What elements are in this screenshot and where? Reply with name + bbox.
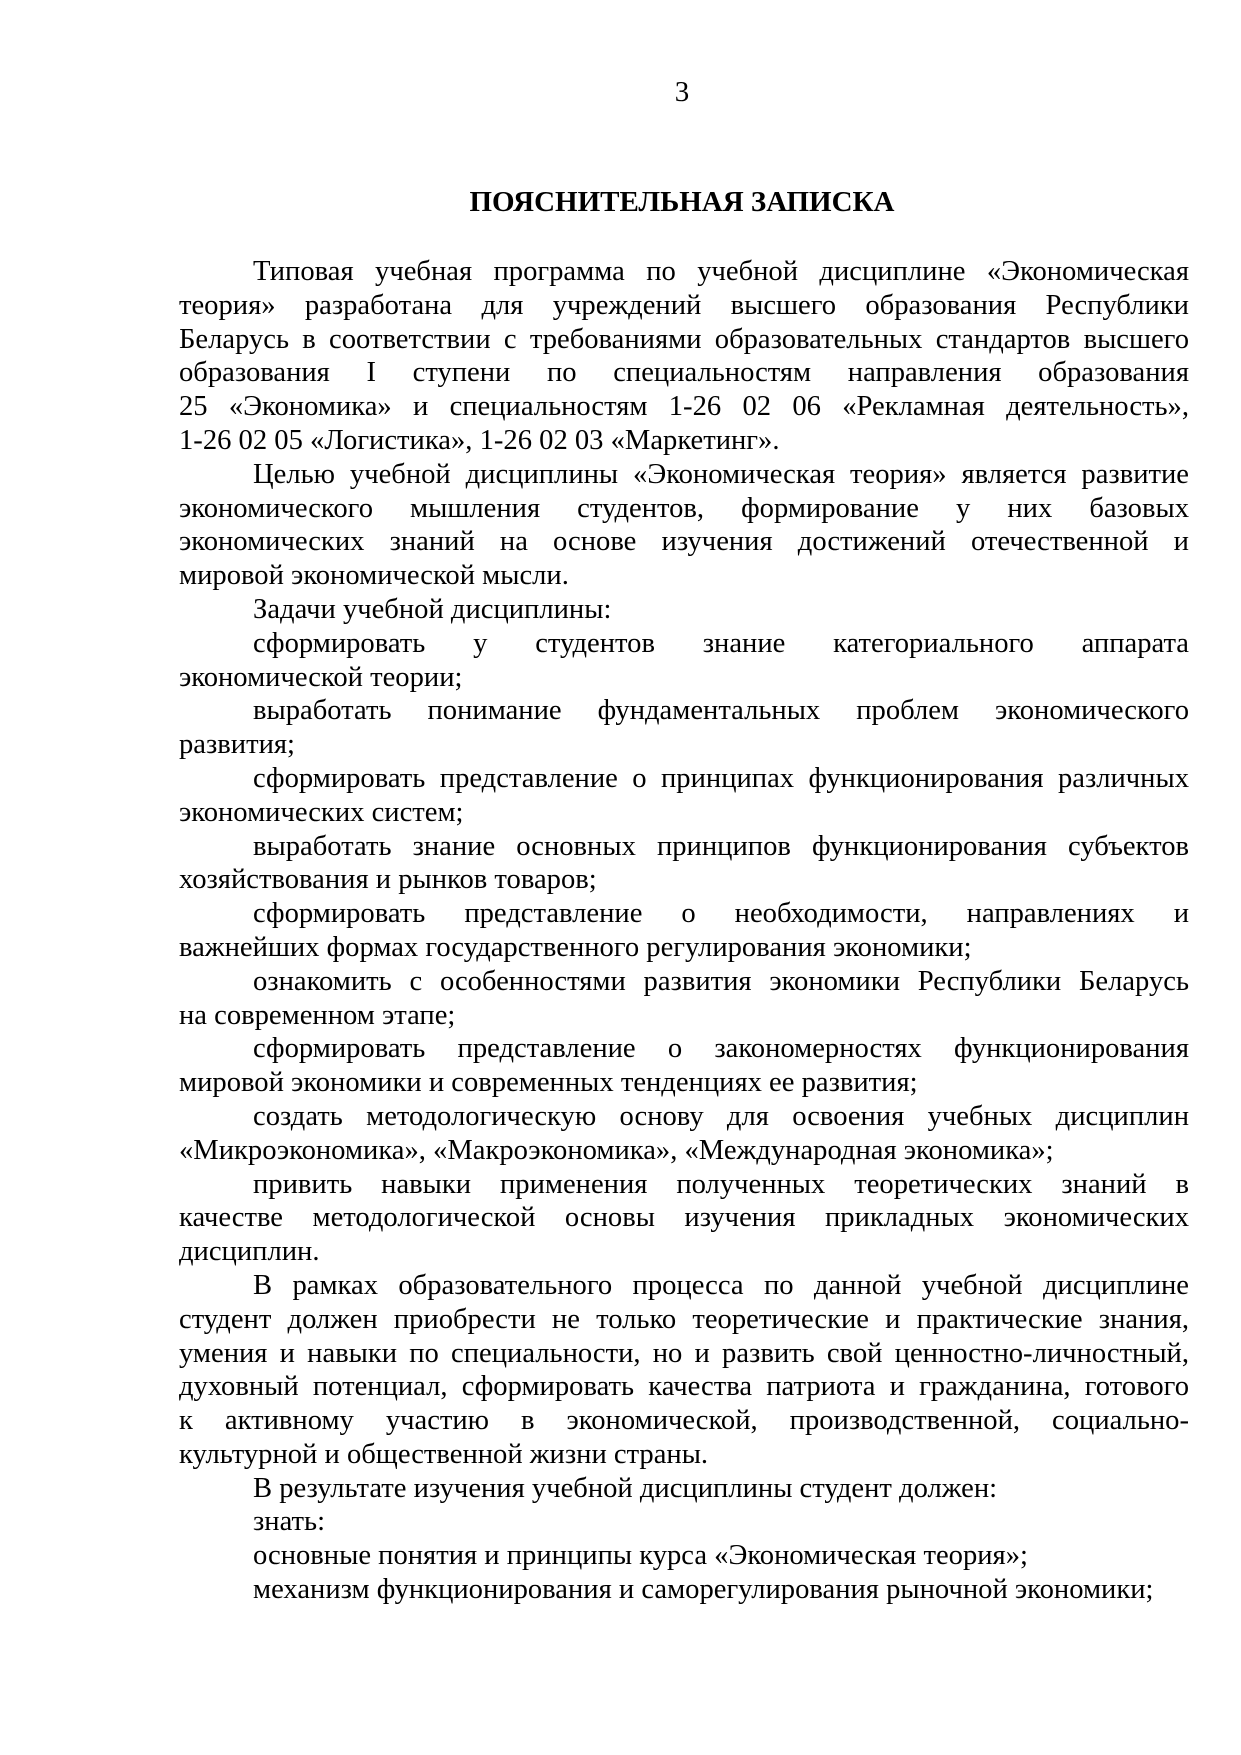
text-line: 25 «Экономика» и специальностям 1-26 02 06 «Рекламная деятельность», [179, 391, 1189, 423]
text-line: теория» разработана для учреждений высшего образования Республики [179, 289, 1189, 321]
text-line: выработать знание основных принципов функционирования субъектов [253, 830, 1189, 862]
text-line: механизм функционирования и саморегулирования рыночной экономики; [253, 1574, 1154, 1606]
text-line: образования I ступени по специальностям направления образования [179, 357, 1189, 389]
text-line: знать: [253, 1506, 326, 1538]
text-line: дисциплин. [179, 1236, 320, 1268]
text-line: сформировать представление о принципах функционирования различных [253, 762, 1189, 794]
text-line: основные понятия и принципы курса «Экономическая теория»; [253, 1540, 1028, 1572]
text-line: экономических знаний на основе изучения достижений отечественной и [179, 526, 1189, 558]
text-line: развития; [179, 729, 295, 761]
document-body [179, 255, 1189, 1607]
text-line: сформировать представление о закономерностях функционирования [253, 1033, 1189, 1065]
text-line: Задачи учебной дисциплины: [253, 593, 612, 625]
text-line: мировой экономики и современных тенденциях ее развития; [179, 1067, 918, 1099]
document-title: ПОЯСНИТЕЛЬНАЯ ЗАПИСКА [469, 186, 895, 218]
text-line: Типовая учебная программа по учебной дисциплине «Экономическая [253, 256, 1189, 287]
page-number: 3 [674, 76, 690, 108]
text-line: экономического мышления студентов, формирование у них базовых [179, 492, 1189, 524]
text-line: В результате изучения учебной дисциплины студент должен: [253, 1472, 998, 1504]
text-line: экономических систем; [179, 796, 464, 828]
text-line: выработать понимание фундаментальных проблем экономического [253, 695, 1189, 727]
text-line: сформировать у студентов знание категориального аппарата [253, 627, 1189, 659]
text-line: умения и навыки по специальности, но и развить свой ценностно-личностный, [179, 1337, 1189, 1369]
text-line: на современном этапе; [179, 999, 456, 1031]
text-line: экономической теории; [179, 661, 463, 693]
text-line: качестве методологической основы изучения прикладных экономических [179, 1202, 1189, 1234]
text-line: привить навыки применения полученных теоретических знаний в [253, 1168, 1189, 1200]
text-line: культурной и общественной жизни страны. [179, 1438, 709, 1470]
text-line: В рамках образовательного процесса по данной учебной дисциплине [253, 1269, 1189, 1301]
text-line: Беларусь в соответствии с требованиями образовательных стандартов высшего [179, 323, 1189, 355]
text-line: 1-26 02 05 «Логистика», 1-26 02 03 «Маркетинг». [179, 424, 780, 456]
text-line: духовный потенциал, сформировать качества патриота и гражданина, готового [179, 1371, 1189, 1403]
text-line: «Микроэкономика», «Макроэкономика», «Международная экономика»; [179, 1134, 1054, 1166]
text-line: ознакомить с особенностями развития экономики Республики Беларусь [253, 965, 1189, 997]
text-line: мировой экономической мысли. [179, 560, 569, 592]
text-line: к активному участию в экономической, производственной, социально- [179, 1405, 1189, 1437]
text-line: Целью учебной дисциплины «Экономическая теория» является развитие [253, 458, 1189, 490]
text-line: важнейших формах государственного регулирования экономики; [179, 931, 972, 963]
text-line: студент должен приобрести не только теоретические и практические знания, [179, 1303, 1189, 1335]
text-line: создать методологическую основу для освоения учебных дисциплин [253, 1100, 1189, 1132]
text-line: хозяйствования и рынков товаров; [179, 864, 597, 896]
text-line: сформировать представление о необходимости, направлениях и [253, 898, 1189, 930]
